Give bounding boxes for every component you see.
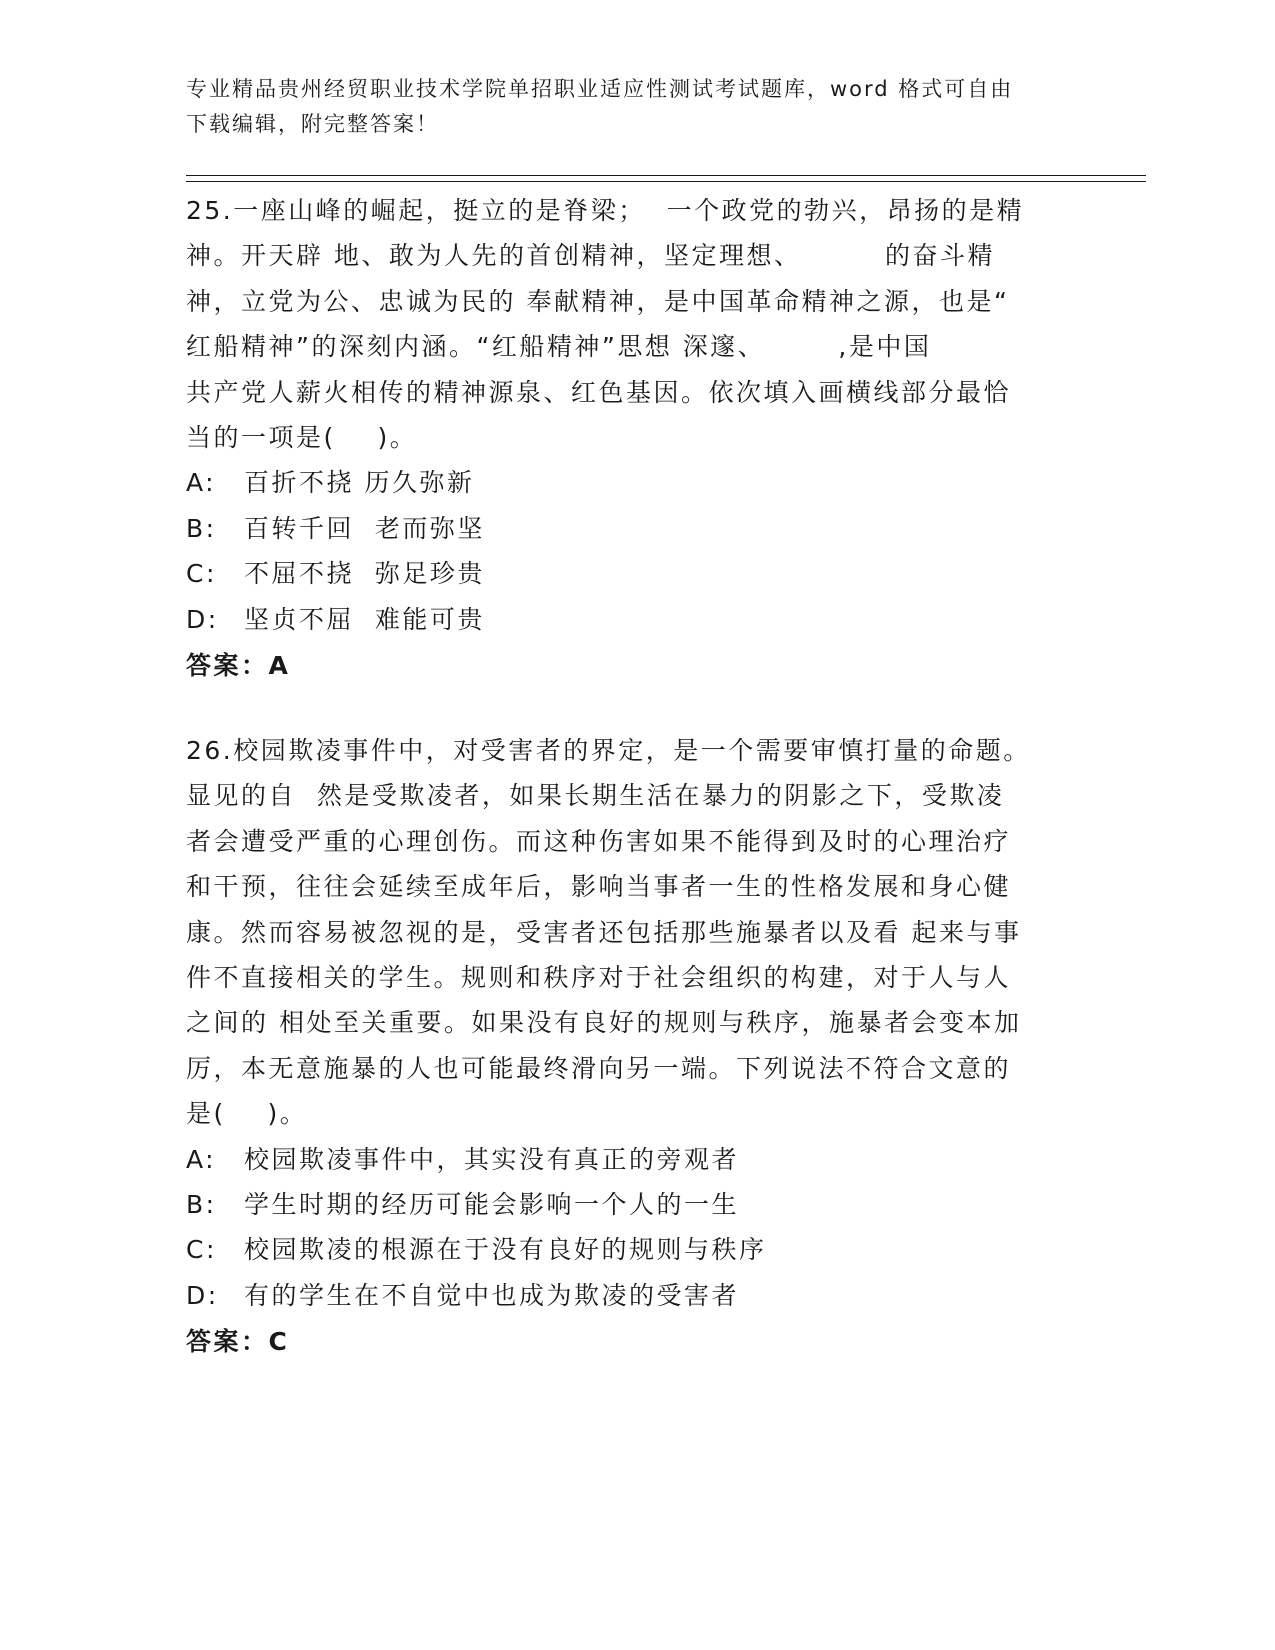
option-key: C: [186, 559, 217, 589]
header-line-2: 下载编辑，附完整答案！ [186, 112, 439, 136]
option-text: 百转千回 老而弥坚 [244, 513, 485, 543]
option-d [186, 597, 1086, 642]
question-stem-line: 是( )。 [186, 1099, 308, 1129]
question-stem-line: 红船精神”的深刻内涵。“红船精神”思想 深邃、 ,是中国 [186, 332, 932, 362]
question-stem-line: 厉，本无意施暴的人也可能最终滑向另一端。下列说法不符合文意的 [186, 1053, 1012, 1083]
question-stem-line: 当的一项是( )。 [186, 422, 418, 452]
option-key: B: [186, 513, 217, 543]
option-b [186, 1182, 1086, 1227]
option-b [186, 506, 1086, 551]
document-header [186, 72, 1066, 142]
option-a [186, 460, 1086, 505]
header-divider-bottom [186, 181, 1146, 182]
option-key: A: [186, 1144, 217, 1174]
question-25 [186, 188, 1086, 690]
option-a [186, 1137, 1086, 1182]
option-text: 有的学生在不自觉中也成为欺凌的受害者 [244, 1280, 740, 1310]
question-stem-line: 神，立党为公、忠诚为民的 奉献精神，是中国革命精神之源，也是“ [186, 286, 1010, 316]
option-c [186, 551, 1086, 596]
question-stem-line: 康。然而容易被忽视的是，受害者还包括那些施暴者以及看 起来与事 [186, 917, 1022, 947]
option-text: 坚贞不屈 难能可贵 [244, 604, 485, 634]
question-stem-line: 显见的自 然是受欺凌者，如果长期生活在暴力的阴影之下，受欺凌 [186, 781, 1005, 811]
option-text: 学生时期的经历可能会影响一个人的一生 [244, 1189, 740, 1219]
question-stem-line: 共产党人薪火相传的精神源泉、红色基因。依次填入画横线部分最恰 [186, 377, 1012, 407]
answer-label: 答案：C [186, 1327, 290, 1357]
header-line-1: 专业精品贵州经贸职业技术学院单招职业适应性测试考试题库，word 格式可自由 [186, 77, 1014, 101]
option-text: 百折不挠 历久弥新 [244, 468, 475, 498]
answer-label: 答案：A [186, 650, 291, 680]
option-text: 校园欺凌事件中，其实没有真正的旁观者 [244, 1144, 740, 1174]
question-stem-line: 之间的 相处至关重要。如果没有良好的规则与秩序，施暴者会变本加 [186, 1008, 1022, 1038]
option-c [186, 1227, 1086, 1272]
option-key: A: [186, 468, 217, 498]
question-stem-line: 者会遭受严重的心理创伤。而这种伤害如果不能得到及时的心理治疗 [186, 826, 1012, 856]
question-stem-line: 和干预，往往会延续至成年后，影响当事者一生的性格发展和身心健 [186, 872, 1012, 902]
option-key: B: [186, 1189, 217, 1219]
question-26 [186, 728, 1086, 1366]
option-text: 校园欺凌的根源在于没有良好的规则与秩序 [244, 1235, 767, 1265]
question-stem-line: 26.校园欺凌事件中，对受害者的界定，是一个需要审慎打量的命题。 [186, 736, 1031, 765]
question-stem-line: 件不直接相关的学生。规则和秩序对于社会组织的构建，对于人与人 [186, 962, 1012, 992]
question-stem-line: 神。开天辟 地、敢为人先的首创精神，坚定理想、 的奋斗精 [186, 241, 996, 271]
option-text: 不屈不挠 弥足珍贵 [244, 559, 485, 589]
option-key: D: [186, 1280, 219, 1310]
option-key: C: [186, 1235, 217, 1265]
option-d [186, 1273, 1086, 1318]
question-stem-line: 25.一座山峰的崛起，挺立的是脊梁； 一个政党的勃兴，昂扬的是精 [186, 196, 1025, 225]
option-key: D: [186, 604, 219, 634]
header-divider-top [186, 175, 1146, 176]
